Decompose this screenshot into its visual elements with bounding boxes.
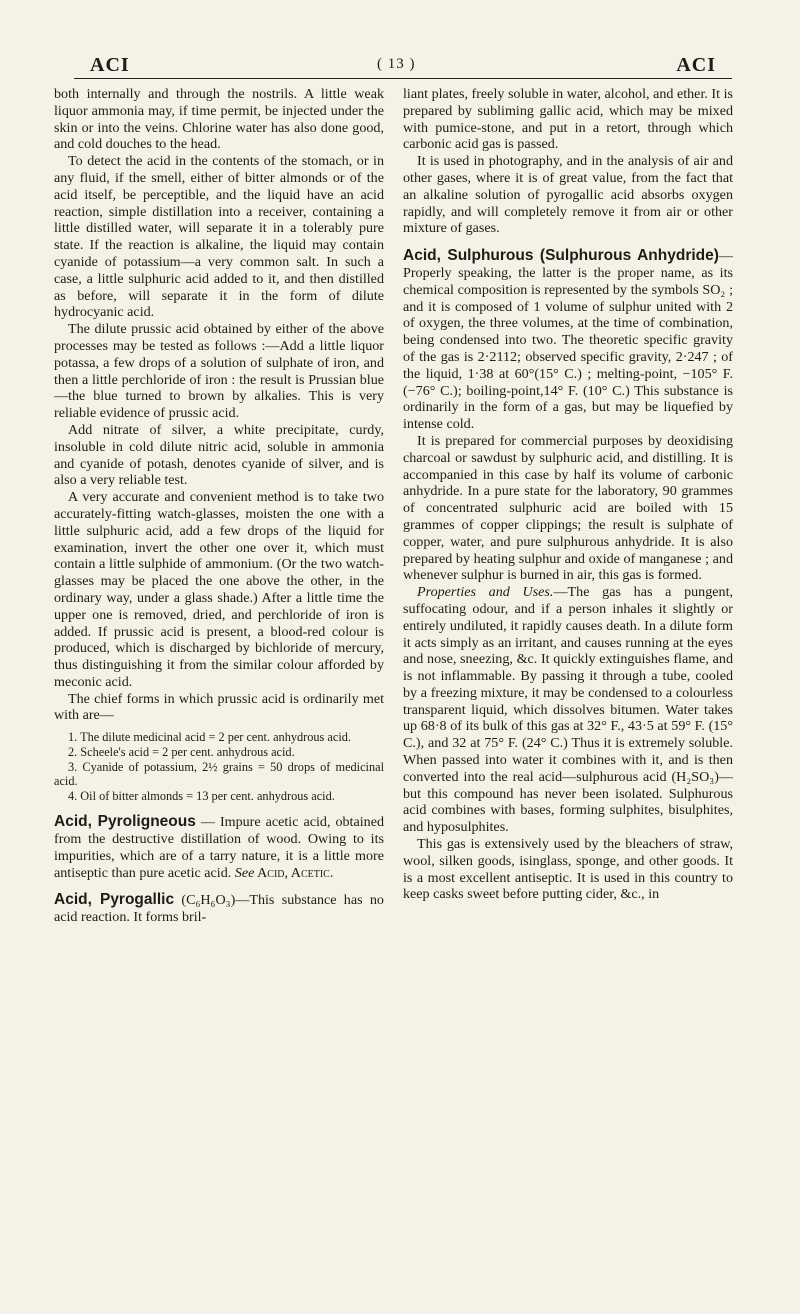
chemical-formula: (C₆H₆O₃) — [174, 892, 236, 909]
header-left-word: ACI — [90, 54, 130, 76]
entry-acid-pyroligneous — [54, 814, 384, 881]
paragraph-text: —The gas has a pungent, suffocating odour, and if a person inhales it slightly or entirely undiluted, it rapidly causes death. In a dilute form it acts simply as an irritant, and causes running at the eyes and nose, sneezing, &c. It quickly extinguishes flame, and is not inflammable. By passing it through a tube, cooled by a freezing mixture, it may be condensed to a colourless transparent liquid, which dissolves bitumen. Water takes up 68·8 of its bulk of this gas at 32° F., 43·5 at 59° F. (15° C.), and 32 at 75° F. (24° C.) Thus it is extremely soluble. When passed into water it combines with it, and is then converted into the real acid—sulphurous acid (H₂SO₃)—but this compound has never been isolated. Sulphurous acid combines with bases, forming sulphites, bisulphites, and hyposulphites. — [403, 584, 734, 836]
list-item: 1. The dilute medicinal acid = 2 per cent. anhydrous acid. — [68, 730, 351, 745]
paragraph: The dilute prussic acid obtained by either of the above processes may be tested as follows :—Add a little liquor potassa, a few drops of a solution of sulphate of iron, and then a little perchloride of iron : the result is Prussian blue—the blue turned to brown by alkalies. This is very reliable evidence of prussic acid. — [54, 321, 384, 422]
page-number: ( 13 ) — [377, 56, 416, 72]
subheading: Properties and Uses. — [417, 584, 554, 601]
running-header — [74, 54, 732, 80]
paragraph: both internally and through the nostrils. A little weak liquor ammonia may, if time permit, be injected under the skin or into the veins. Chlorine water has also done good, and cold douches to the head. — [54, 86, 384, 153]
list-item: 3. Cyanide of potassium, 2½ grains = 50 drops of medicinal acid. — [54, 760, 384, 789]
header-right-word: ACI — [676, 54, 716, 76]
left-column — [54, 86, 384, 926]
paragraph: A very accurate and convenient method is to take two accurately-fitting watch-glasses, moisten the one with a little sulphuric acid, add a few drops of the liquid for examination, invert the other one over it, which must contain a little sulphide of ammonium. (Or the two watch-glasses may be placed the one above the other, in the ordinary way, under a glass shade.) After a little time the upper one is removed, dried, and perchloride of iron is added. If prussic acid is present, a blood-red colour is produced, which is discharged by bichloride of mercury, thus distinguishing it from the similar colour afforded by meconic acid. — [54, 489, 384, 690]
paragraph: The chief forms in which prussic acid is ordinarily met with are— — [54, 690, 384, 724]
paragraph: This gas is extensively used by the bleachers of straw, wool, silken goods, isinglass, sponge, and other goods. It is a most excellent antiseptic. It is used in this country to keep casks sweet before putting cider, &c., in — [403, 836, 733, 903]
see-label: See — [234, 864, 255, 881]
paragraph: It is prepared for commercial purposes by deoxidising charcoal or sawdust by sulphuric acid, and distilling. It is accompanied in this case by half its volume of carbonic anhydride. In a pure state for the laboratory, 90 grammes of concentrated sulphuric acid are boiled with 15 grammes of copper clippings; the result is sulphate of copper, water, and pure sulphurous anhydride. It is also prepared by heating sulphur and oxide of manganese ; and whenever sulphur is burned in air, this gas is formed. — [403, 432, 733, 584]
header-rule — [74, 78, 732, 79]
entry-headword: Acid, Pyrogallic — [54, 891, 175, 909]
entry-text: —This substance has no acid reaction. It forms bril- — [54, 892, 384, 926]
list-item: 4. Oil of bitter almonds = 13 per cent. anhydrous acid. — [68, 789, 335, 804]
paragraph: It is used in photography, and in the analysis of air and other gases, where it is of great value, from the fact that an alkaline solution of pyrogallic acid absorbs oxygen rapidly, and will completely remove it from air or other mixture of gases. — [403, 153, 733, 237]
entry-text: — Impure acetic acid, obtained from the destructive distillation of wood. Owing to its impurities, which are of a tarry nature, it is a little more antiseptic than pure acetic acid. — [54, 814, 384, 881]
entry-headword: Acid, Pyroligneous — [54, 813, 196, 831]
paragraph: liant plates, freely soluble in water, alcohol, and ether. It is prepared by subliming gallic acid, which may be mixed with pumice-stone, and put in a retort, through which carbonic acid gas is passed. — [403, 86, 733, 153]
forms-list — [54, 730, 384, 803]
cross-reference: Acid, Acetic. — [254, 864, 334, 881]
entry-acid-sulphurous — [403, 248, 733, 433]
entry-text: —Properly speaking, the latter is the proper name, as its chemical composition is represented by the symbols SO₂ ; and it is composed of 1 volume of sulphur united with 2 of oxygen, the three volumes, at the time of combination, being condensed into two. The theoretic specific gravity of the gas is 2·2112; observed specific gravity, 2·247 ; of the liquid, 1·38 at 60°(15° C.) ; melting-point, −105° F. (−76° C.); boiling-point,14° F. (10° C.) This substance is ordinarily in the form of a gas, but may be liquefied by intense cold. — [403, 248, 733, 433]
list-item: 2. Scheele's acid = 2 per cent. anhydrous acid. — [68, 745, 295, 760]
entry-acid-pyrogallic — [54, 892, 384, 926]
entry-headword: Acid, Sulphurous (Sulphurous Anhydride) — [403, 247, 719, 265]
paragraph — [403, 584, 733, 836]
right-column — [403, 86, 733, 903]
paragraph: To detect the acid in the contents of the stomach, or in any fluid, if the smell, either of bitter almonds or of the acid itself, be perceptible, and the liquid have an acid reaction, simple distillation into a receiver, containing a little distilled water, will separate it in a tolerably pure state. If the reaction is alkaline, the liquid may contain cyanide of potassium—a very common salt. In such a case, a little sulphuric acid added to it, and then distilled as before, will separate it in the form of dilute hydrocyanic acid. — [54, 153, 384, 321]
paragraph: Add nitrate of silver, a white precipitate, curdy, insoluble in cold dilute nitric acid, soluble in ammonia and cyanide of potash, denotes cyanide of silver, and is also a very reliable test. — [54, 421, 384, 489]
